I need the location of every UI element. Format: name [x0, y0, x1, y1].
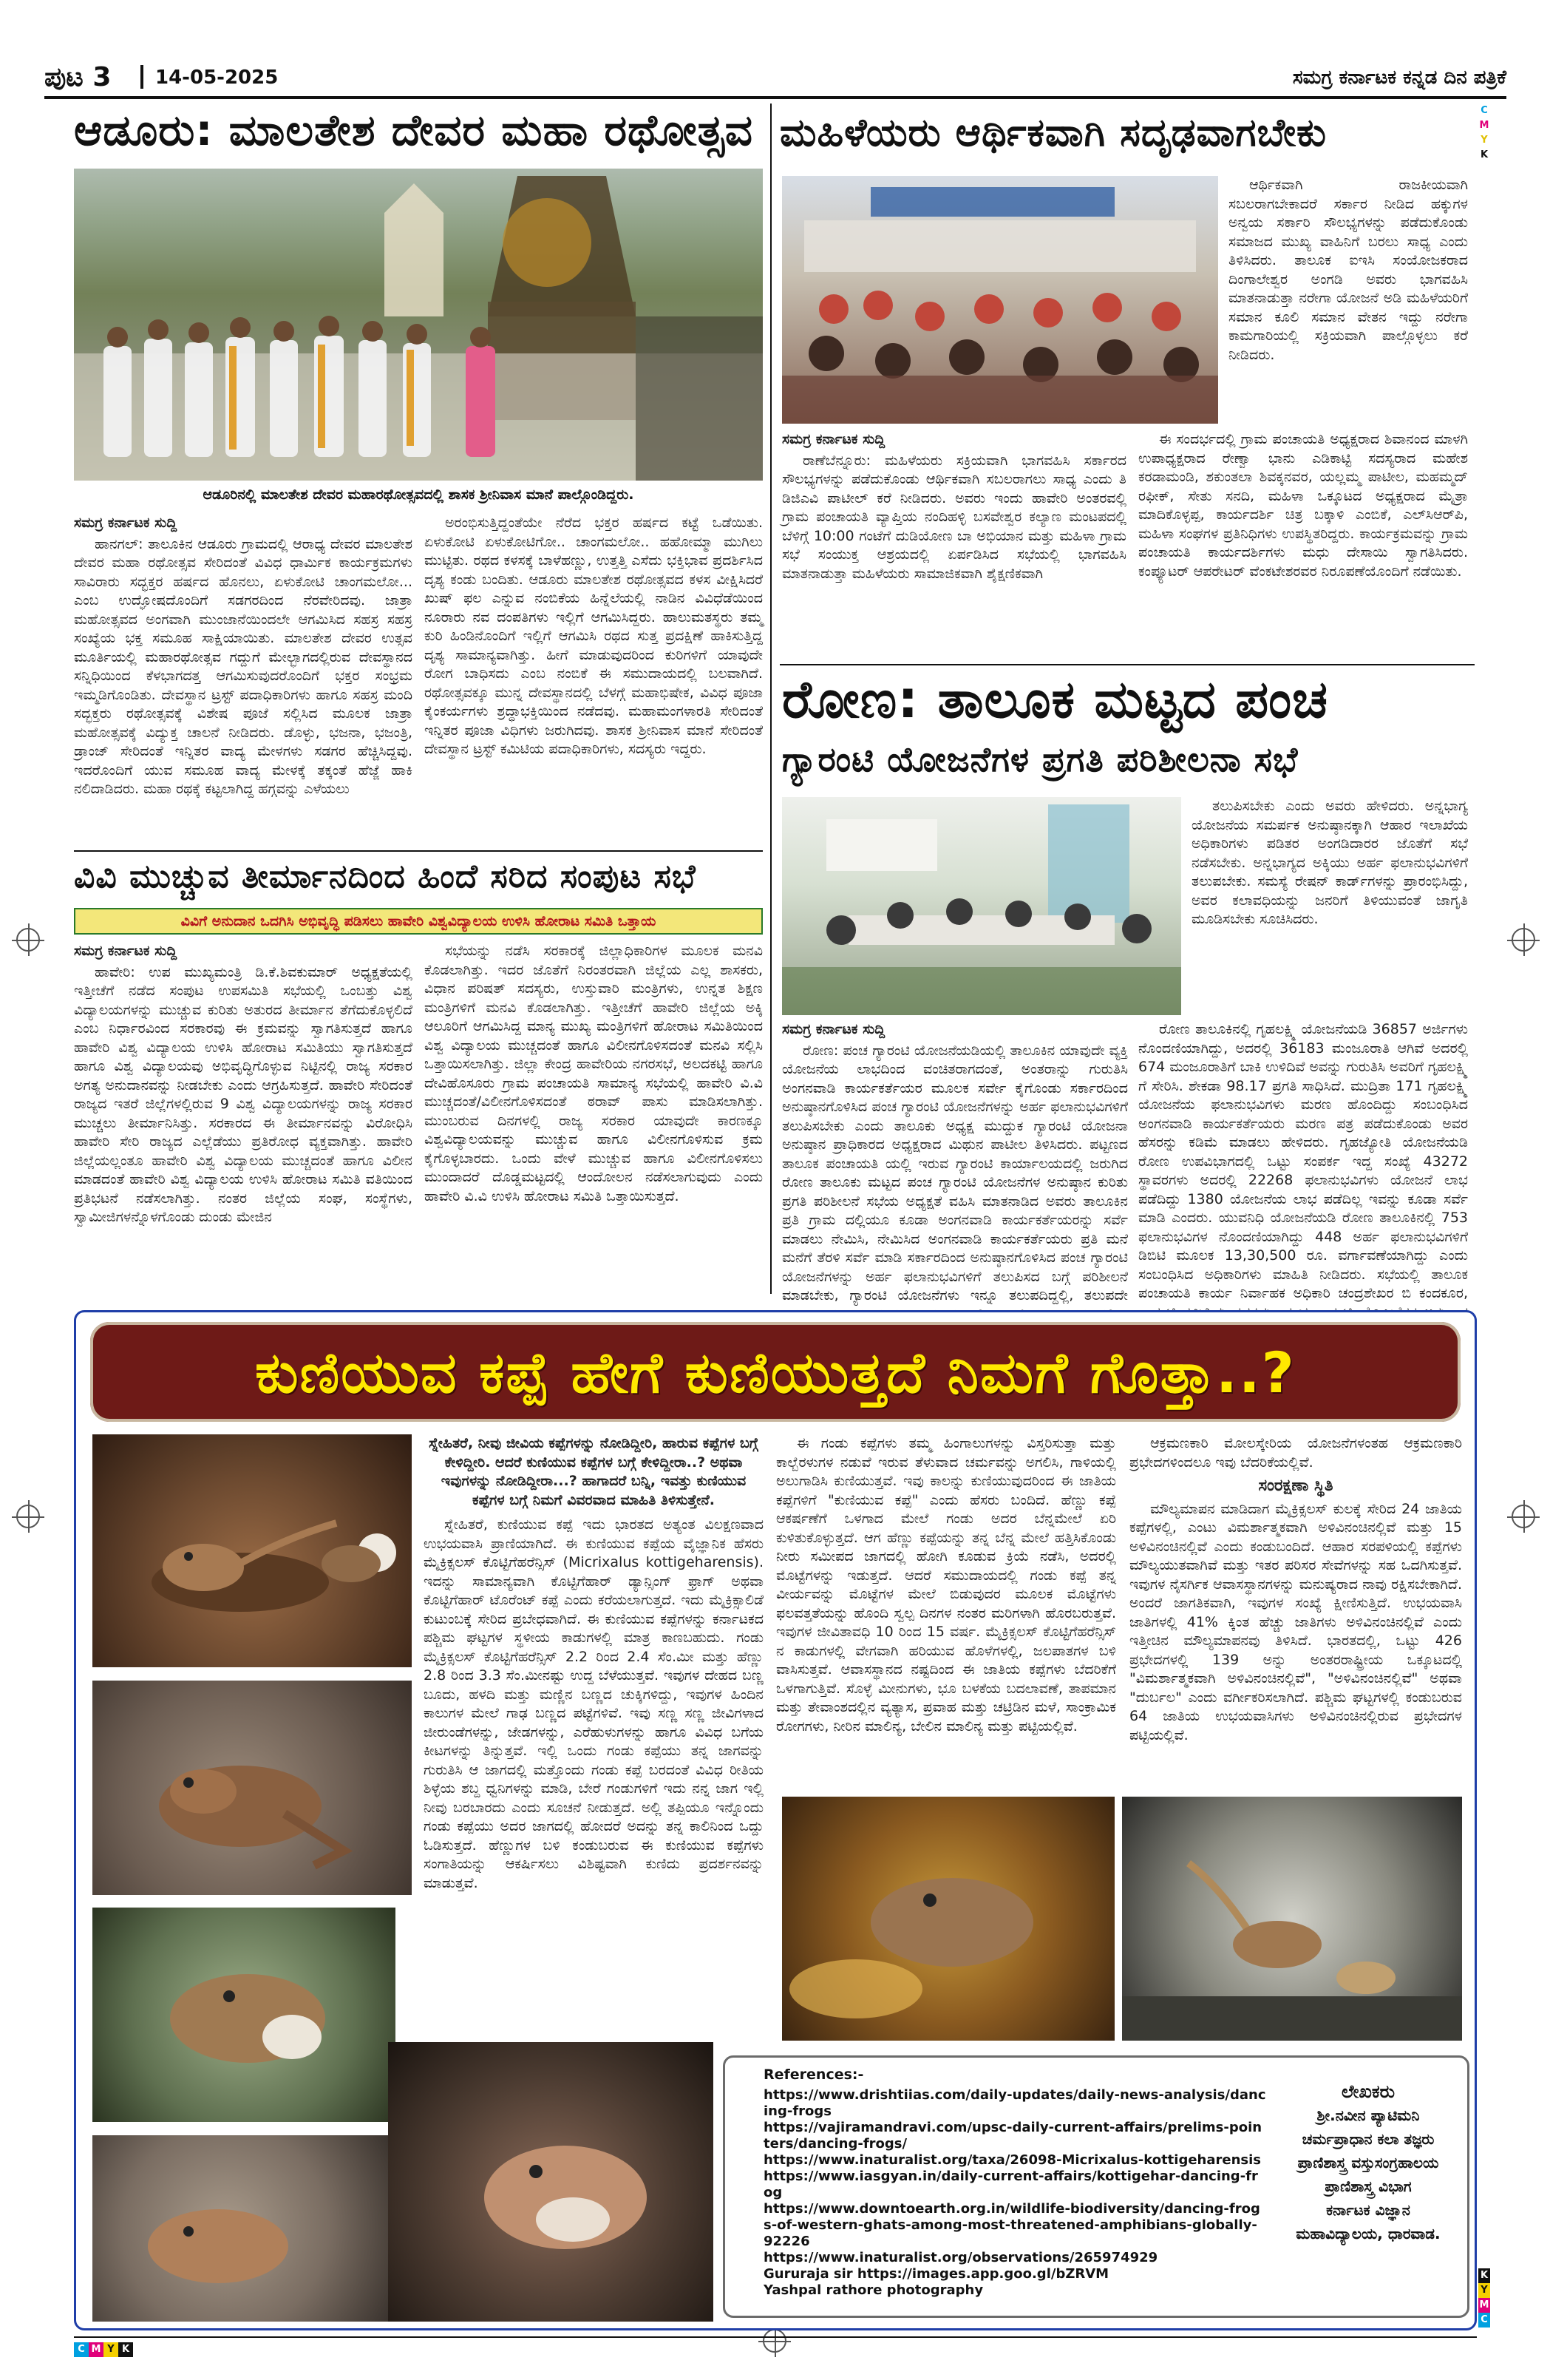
author-line: ಚರ್ಮಪ್ರಾಧಾನ ಕಲಾ ತಜ್ಞರು [1302, 2130, 1435, 2148]
references-heading: References:- [764, 2067, 864, 2083]
story1-column-1 [74, 514, 412, 839]
author-heading: ಲೇಖಕರು [1341, 2081, 1396, 2102]
feature-text-3-top: ಆಕ್ರಮಣಕಾರಿ ಮೋಲಸ್ಕೇರಿಯ ಯೋಜನೆಗಳಂತಹ ಆಕ್ರಮಣಕಾರಿ ಪ್ರಭೇದಗಳಿಂದಲೂ ಇವು ಬೆದರಿಕೆಯಲ್ಲಿವೆ. [1129, 1435, 1462, 1471]
women-meeting-photo [782, 176, 1218, 424]
cmyk-m: M [1479, 120, 1489, 131]
story3-subhead: ಗ್ಯಾರಂಟಿ ಯೋಜನೆಗಳ ಪ್ರಗತಿ ಪರಿಶೀಲನಾ ಸಭೆ [782, 739, 1299, 779]
story4-banner: ವಿವಿಗೆ ಅನುದಾನ ಒದಗಿಸಿ ಅಭಿವೃದ್ಧಿ ಪಡಿಸಲು ಹಾವೇರಿ ವಿಶ್ವವಿದ್ಯಾಲಯ ಉಳಿಸಿ ಹೋರಾಟ ಸಮಿತಿ ಒತ್ತಾಯ [74, 908, 763, 935]
frog-photo-5 [388, 2042, 713, 2322]
feature-column-2 [776, 1434, 1116, 1789]
registration-mark-left-bottom [16, 1505, 40, 1528]
aduru-photo-art [74, 169, 763, 481]
reference-item[interactable]: https://www.downtoearth.org.in/wildlife-biodiversity/dancing-frogs-of-western-ghats-among-most-threatened-amphibians-globally-92226 [764, 2201, 1260, 2249]
cmyk-top-strip [1478, 104, 1490, 163]
story2-column-1 [782, 430, 1126, 660]
story4-byline: ಸಮಗ್ರ ಕರ್ನಾಟಕ ಸುದ್ದಿ [74, 943, 177, 959]
story2-text-2: ಈ ಸಂದರ್ಭದಲ್ಲಿ ಗ್ರಾಮ ಪಂಚಾಯತಿ ಅಧ್ಯಕ್ಷರಾದ ಶಿವಾನಂದ ಮಾಳಗಿ ಉಪಾಧ್ಯಕ್ಷರಾದ ರೇಣ್ವಾ ಭಾನು ಎಡಿಕಾಟ್ಟಿ ಸದಸ್ಯರಾದ ಮಹೇಶ ಕರಡಾಮಂಡಿ, ಶಕುಂತಲಾ ಶಿವಕ್ಕನವರ, ಯಲ್ಲಮ್ಮ ಪಾಟೀಲ, ಮಹಮ್ಮದ್ ರಫೀಕ್, ಸೇತು ಸನದಿ, ಮಹಿಳಾ ಒಕ್ಕೂಟದ ಅಧ್ಯಕ್ಷರಾದ ಮೈತ್ರಾ ಮಾದಿಕೊಳ್ಳಪ್ಪ, ಕಾರ್ಯದರ್ಶಿ ಚಿತ್ರ ಬಕ್ಕಾಳಿ ಎಂಬಿಕೆ, ಎಲ್‌ಸಿಆರ್‌ಪಿ, ಮಹಿಳಾ ಸಂಘಗಳ ಪ್ರತಿನಿಧಿಗಳು ಉಪಸ್ಥಿತರಿದ್ದರು. ಕಾರ್ಯಕ್ರಮವನ್ನು ಗ್ರಾಮ ಪಂಚಾಯತಿ ಕಾರ್ಯದರ್ಶಿಗಳು ಮಧು ದೇಸಾಯಿ ಸ್ವಾಗತಿಸಿದರು. ಕಂಪ್ಯೂಟರ್ ಆಪರೇಟರ್ ವೆಂಕಟೇಶರವರ ನಿರೂಪಣೆಯೊಂದಿಗೆ ನಡೆಯಿತು. [1138, 431, 1468, 580]
paper-name: ಸಮಗ್ರ ಕರ್ನಾಟಕ ಕನ್ನಡ ದಿನ ಪತ್ರಿಕೆ [1292, 67, 1506, 89]
reference-item[interactable]: Gururaja sir https://images.app.goo.gl/bZRVM [764, 2266, 1109, 2282]
feature-column-1 [424, 1434, 764, 2041]
reference-item[interactable]: https://vajiramandravi.com/upsc-daily-current-affairs/prelims-pointers/dancing-frogs/ [764, 2120, 1262, 2152]
references-box [723, 2055, 1469, 2318]
top-column-divider [770, 104, 772, 1294]
author-line: ಪ್ರಾಣಿಶಾಸ್ತ್ರ ವಸ್ತುಸಂಗ್ರಹಾಲಯ [1297, 2154, 1439, 2172]
story2-bottom-rule [780, 664, 1475, 665]
cmyk-y2: Y [1478, 2283, 1490, 2298]
story3-text-2: ರೋಣ ತಾಲೂಕಿನಲ್ಲಿ ಗೃಹಲಕ್ಷ್ಮಿ ಯೋಜನೆಯಡಿ 36857 ಅರ್ಜಿಗಳು ನೊಂದಣಿಯಾಗಿದ್ದು, ಅದರಲ್ಲಿ 36183 ಮಂಜೂರಾತಿ ಆಗಿವೆ ಅದರಲ್ಲಿ 674 ಮಂಜೂರಾತಿಗೆ ಬಾಕಿ ಉಳಿದಿವೆ ಅವನ್ನು ಗುರುತಿಸಿ ಅವರಿಗೆ ಗೃಹಲಕ್ಷ್ಮಿ ಗೆ ಸೇರಿಸಿ. ಶೇಕಡಾ 98.17 ಪ್ರಗತಿ ಸಾಧಿಸಿದೆ. ಮುದ್ರಿತಾ 171 ಗೃಹಲಕ್ಷ್ಮಿ ಯೋಜನೆಯ ಫಲಾನುಭವಿಗಳು ಮರಣ ಹೊಂದಿದ್ದು ಸಂಬಂಧಿಸಿದ ಅಂಗನವಾಡಿ ಕಾರ್ಯಕರ್ತೆಯರು ಮರಣ ಪತ್ರ ಪಡೆದುಕೊಂಡು ಅವರ ಹೆಸರನ್ನು ಕಡಿಮೆ ಮಾಡಲು ಹೇಳಿದರು. ಗೃಹಜ್ಯೋತಿ ಯೋಜನೆಯಡಿ ರೋಣ ಉಪವಿಭಾಗದಲ್ಲಿ ಒಟ್ಟು ಸಂಪರ್ಕ ಇದ್ದ ಸಂಖ್ಯೆ 43272 ಸ್ಥಾವರಗಳು ಅದರಲ್ಲಿ 22268 ಫಲಾನುಭವಿಗಳು ಯೋಜನೆ ಲಾಭ ಪಡೆದಿದ್ದು 1380 ಯೋಜನೆಯ ಲಾಭ ಪಡೆದಿಲ್ಲ ಇವನ್ನು ಕೂಡಾ ಸರ್ವೆ ಮಾಡಿ ಎಂದರು. ಯುವನಿಧಿ ಯೋಜನೆಯಡಿ ರೋಣ ತಾಲೂಕಿನಲ್ಲಿ 753 ಫಲಾನುಭವಿಗಳ ನೊಂದಣಿಯಾಗಿದ್ದು 448 ಅರ್ಹ ಫಲಾನುಭವಿಗಳಿಗೆ ಡಿಬಿಟಿ ಮೂಲಕ 13,30,500 ರೂ. ವರ್ಗಾವಣೆಯಾಗಿದ್ದು ಎಂದು ಸಂಬಂಧಿಸಿದ ಅಧಿಕಾರಿಗಳು ಮಾಹಿತಿ ನೀಡಿದರು. ಸಭೆಯಲ್ಲಿ ತಾಲೂಕ ಪಂಚಾಯತಿ ಕಾರ್ಯ ನಿರ್ವಾಹಕ ಅಧಿಕಾರಿ ಚಂದ್ರಶೇಖರ ಬಿ ಕಂದಕೂರ, [1138, 1021, 1468, 1301]
cmyk-y: Y [1481, 135, 1488, 146]
story3-column-2 [1138, 1020, 1468, 1301]
frog-photo-5-art [388, 2042, 713, 2322]
frog-photo-2-art [92, 1681, 412, 1895]
story4-text-2: ಸಭೆಯನ್ನು ನಡೆಸಿ ಸರಕಾರಕ್ಕೆ ಜಿಲ್ಲಾಧಿಕಾರಿಗಳ ಮೂಲಕ ಮನವಿ ಕೊಡಲಾಗಿತ್ತು. ಇದರ ಜೊತೆಗೆ ನಿರಂತರವಾಗಿ ಜಿಲ್ಲೆಯ ಎಲ್ಲ ಶಾಸಕರು, ವಿಧಾನ ಪರಿಷತ್ ಸದಸ್ಯರು, ಉಸ್ತುವಾರಿ ಮಂತ್ರಿಗಳು, ಉನ್ನತ ಶಿಕ್ಷಣ ಮಂತ್ರಿಗಳಿಗೆ ಮನವಿ ಕೊಡಲಾಗಿತ್ತು. ಇತ್ತೀಚೆಗೆ ಹಾವೇರಿ ಜಿಲ್ಲೆಯ ಅಕ್ಕಿ ಆಲೂರಿಗೆ ಆಗಮಿಸಿದ್ದ ಮಾನ್ಯ ಮುಖ್ಯ ಮಂತ್ರಿಗಳಿಗೆ ಹೋರಾಟ ಸಮಿತಿಯಿಂದ ವಿಶ್ವ ವಿದ್ಯಾಲಯ ಮುಚ್ಚದಂತೆ ಹಾಗೂ ವಿಲೀನಗೊಳಿಸದಂತೆ ಮನವಿ ಸಲ್ಲಿಸಿ ಒತ್ತಾಯಿಸಲಾಗಿತ್ತು. ಜಿಲ್ಲಾ ಕೇಂದ್ರ ಹಾವೇರಿಯ ನಗರಸಭೆ, ಅಲದಕಟ್ಟಿ ಹಾಗೂ ದೇವಿಹೊಸೂರು ಗ್ರಾಮ ಪಂಚಾಯತಿ ಸಾಮಾನ್ಯ ಸಭೆಯಲ್ಲಿ ಹಾವೇರಿ ವಿ.ವಿ ಮುಚ್ಚದಂತೆ/ವಿಲೀನಗೊಳಿಸದಂತೆ ಠರಾವ್ ಪಾಸು ಮಾಡಿಸಲಾಗಿತ್ತು. ಮುಂಬರುವ ದಿನಗಳಲ್ಲಿ ರಾಜ್ಯ ಸರಕಾರ ಯಾವುದೇ ಕಾರಣಕ್ಕೂ ವಿಶ್ವವಿದ್ಯಾಲಯವನ್ನು ಮುಚ್ಚುವ ಹಾಗೂ ವಿಲೀನಗೊಳಿಸುವ ಕ್ರಮ ಕೈಗೊಳ್ಳಬಾರದು. ಒಂದು ವೇಳೆ ಮುಚ್ಚುವ ಹಾಗೂ ವಿಲೀನಗೊಳಿಸಲು ಮುಂದಾದರೆ ದೊಡ್ಡಮಟ್ಟದಲ್ಲಿ ಆಂದೋಲನ ನಡೆಸಲಾಗುವುದು ಎಂದು ಹಾವೇರಿ ವಿ.ವಿ ಉಳಿಸಿ ಹೋರಾಟ ಸಮಿತಿ ಒತ್ತಾಯಿಸುತ್ತದೆ. [424, 943, 763, 1204]
references-list [764, 2087, 1266, 2299]
cmyk-c: C [1481, 105, 1488, 116]
cmyk-k2: K [1478, 2268, 1490, 2283]
story3-headline: ರೋಣ: ತಾಲೂಕ ಮಟ್ಟದ ಪಂಚ [782, 669, 1328, 730]
page-date: 14-05-2025 [155, 67, 279, 89]
author-line: ಶ್ರೀ.ನವೀನ ಪ್ಯಾಟಿಮನಿ [1316, 2106, 1420, 2124]
story2-right-text: ಆರ್ಥಿಕವಾಗಿ ರಾಜಕೀಯವಾಗಿ ಸಬಲರಾಗಬೇಕಾದರೆ ಸರ್ಕಾರ ನೀಡಿದ ಹಕ್ಕುಗಳ ಅನ್ವಯ ಸರ್ಕಾರಿ ಸೌಲಭ್ಯಗಳನ್ನು ಪಡೆದುಕೊಂಡು ಸಮಾಜದ ಮುಖ್ಯ ವಾಹಿನಿಗೆ ಬರಲು ಸಾಧ್ಯ ಎಂದು ತಿಳಿಸಿದರು. ತಾಲೂಕ ಐಇಸಿ ಸಂಯೋಜಕರಾದ ದಿಂಗಾಲೇಶ್ವರ ಅಂಗಡಿ ಅವರು ಭಾಗವಹಿಸಿ ಮಾತನಾಡುತ್ತಾ ನರೇಗಾ ಯೋಜನೆ ಅಡಿ ಮಹಿಳೆಯರಿಗೆ ಸಮಾನ ಕೂಲಿ ಸಮಾನ ವೇತನ ಇದ್ದು ನರೇಗಾ ಕಾಮಗಾರಿಯಲ್ಲಿ ಸಕ್ರಿಯವಾಗಿ ಪಾಲ್ಗೊಳ್ಳಲು ಕರೆ ನೀಡಿದರು. [1228, 177, 1468, 363]
story1-text-1: ಹಾನಗಲ್: ತಾಲೂಕಿನ ಆಡೂರು ಗ್ರಾಮದಲ್ಲಿ ಆರಾಧ್ಯ ದೇವರ ಮಾಲತೇಶ ದೇವರ ಮಹಾ ರಥೋತ್ಸವ ಸೇರಿದಂತೆ ವಿವಿಧ ಧಾರ್ಮಿಕ ಕಾರ್ಯಕ್ರಮಗಳು ಸಾವಿರಾರು ಸದ್ಭಕ್ತರ ಹರ್ಷದ ಹೊನಲು, ಏಳುಕೋಟಿ ಚಾಂಗಮಲೋ... ಎಂಬ ಉದ್ಘೋಷದೊಂದಿಗೆ ಸಡಗರದಿಂದ ನೆರವೇರಿದವು. ಜಾತ್ರಾ ಮಹೋತ್ಸವದ ಅಂಗವಾಗಿ ಮುಂಜಾನೆಯಿಂದಲೇ ಆಗಮಿಸಿದ ಸಹಸ್ರ ಸಹಸ್ರ ಸಂಖ್ಯೆಯ ಭಕ್ತ ಸಮೂಹ ಸಾಕ್ಷಿಯಾಯಿತು. ಮಾಲತೇಶ ದೇವರ ಉತ್ಸವ ಮೂರ್ತಿಯಲ್ಲಿ ಮಹಾರಥೋತ್ಸವ ಗದ್ದುಗೆ ಮೇಲ್ಭಾಗದಲ್ಲಿರುವ ದೇವಸ್ಥಾನದ ಸನ್ನಿಧಿಯಿಂದ ಕೆಳಭಾಗದತ್ತ ಆಗಮಿಸುವುದರೊಂದಿಗೆ ಭಕ್ತರ ಸಂಭ್ರಮ ಇಮ್ಮಡಿಗೊಂಡಿತು. ದೇವಸ್ಥಾನ ಟ್ರಸ್ಟ್ ಪದಾಧಿಕಾರಿಗಳು ಹಾಗೂ ಸಹಸ್ರ ಮಂದಿ ಸದ್ಭಕ್ತರು ರಥೋತ್ಸವಕ್ಕೆ ವಿಶೇಷ ಪೂಜೆ ಸಲ್ಲಿಸಿದ ಮೂಲಕ ಜಾತ್ರಾ ಮಹೋತ್ಸವಕ್ಕೆ ವಿದ್ಯುಕ್ತ ಚಾಲನೆ ನೀಡಿದರು. ಡೊಳ್ಳು, ಭಜನಾ, ಭಜಂತ್ರಿ, ಡ್ರಾಂಜ್ ಸೇರಿದಂತೆ ಇನ್ನಿತರ ವಾದ್ಯ ಮೇಳಗಳು ಸಡಗರ ಹೆಚ್ಚಿಸಿದ್ದವು. ಇದರೊಂದಿಗೆ ಯುವ ಸಮೂಹ ವಾದ್ಯ ಮೇಳಕ್ಕೆ ತಕ್ಕಂತೆ ಹೆಜ್ಜೆ ಹಾಕಿ ನಲಿದಾಡಿದರು. ಮಹಾ ರಥಕ್ಕೆ ಕಟ್ಟಲಾಗಿದ್ದ ಹಗ್ಗವನ್ನು ಎಳೆಯಲು [74, 535, 412, 797]
cmyk-c2: C [1478, 2313, 1490, 2328]
story2-text-1: ರಾಣೆಬೆನ್ನೂರು: ಮಹಿಳೆಯರು ಸಕ್ರಿಯವಾಗಿ ಭಾಗವಹಿಸಿ ಸರ್ಕಾರದ ಸೌಲಭ್ಯಗಳನ್ನು ಪಡೆದುಕೊಂಡು ಆರ್ಥಿಕವಾಗಿ ಸಬಲರಾಗಲು ಸಾಧ್ಯ ಎಂದು ತಿ ಡಿಜಿಎವಿ ಪಾಟೀಲ್ ಕರೆ ನೀಡಿದರು. ಅವರು ಇಂದು ಹಾವೇರಿ ಅಂತರವಲ್ಲಿ ಗ್ರಾಮ ಪಂಚಾಯತಿ ವ್ಯಾಪ್ತಿಯ ನಂದಿಹಳ್ಳಿ ಬಸವೇಶ್ವರ ಕಲ್ಯಾಣ ಮಂಟಪದಲ್ಲಿ ಬೆಳಿಗ್ಗೆ 10:00 ಗಂಟೆಗೆ ದುಡಿಯೋಣ ಬಾ ಅಭಿಯಾನ ಮತ್ತು ಮಹಿಳಾ ಗ್ರಾಮ ಸಭೆ ಸಂಯುಕ್ತ ಆಶ್ರಯದಲ್ಲಿ ಏರ್ಪಡಿಸಿದ ಸಭೆಯಲ್ಲಿ ಭಾಗವಹಿಸಿ ಮಾತನಾಡುತ್ತಾ ಮಹಿಳೆಯರು ಸಾಮಾಜಿಕವಾಗಿ ಶೈಕ್ಷಣಿಕವಾಗಿ [782, 452, 1126, 582]
story3-column-1 [782, 1020, 1128, 1303]
feature-text-2: ಈ ಗಂಡು ಕಪ್ಪೆಗಳು ತಮ್ಮ ಹಿಂಗಾಲುಗಳನ್ನು ವಿಸ್ತರಿಸುತ್ತಾ ಮತ್ತು ಕಾಲ್ಬೆರಳುಗಳ ನಡುವೆ ಇರುವ ತೆಳುವಾದ ಚರ್ಮವನ್ನು ಅಗಲಿಸಿ, ಗಾಳಿಯಲ್ಲಿ ಅಲುಗಾಡಿಸಿ ಕುಣಿಯುತ್ತವೆ. ಇವು ಕಾಲನ್ನು ಕುಣಿಯುವುದರಿಂದ ಈ ಜಾತಿಯ ಕಪ್ಪೆಗಳಿಗೆ "ಕುಣಿಯುವ ಕಪ್ಪೆ" ಎಂದು ಹೆಸರು ಬಂದಿದೆ. ಹೆಣ್ಣು ಕಪ್ಪೆ ಆಕರ್ಷಣೆಗೆ ಒಳಗಾದ ಮೇಲೆ ಗಂಡು ಅದರ ಬೆನ್ನಮೇಲೆ ಏರಿ ಕುಳಿತುಕೊಳ್ಳುತ್ತದೆ. ಆಗ ಹೆಣ್ಣು ಕಪ್ಪೆಯನ್ನು ತನ್ನ ಬೆನ್ನ ಮೇಲೆ ಹತ್ತಿಸಿಕೊಂಡು ನೀರು ಸಮೀಪದ ಜಾಗದಲ್ಲಿ ಹೋಗಿ ಕೂಡುವ ಕ್ರಿಯೆ ನಡೆಸಿ, ಅದರಲ್ಲಿ ಮೊಟ್ಟೆಗಳನ್ನು ಇಡುತ್ತದೆ. ಆದರೆ ಸಮುದಾಯದಲ್ಲಿ ಗಂಡು ಕಪ್ಪೆ ತನ್ನ ವೀರ್ಯವನ್ನು ಮೊಟ್ಟೆಗಳ ಮೇಲೆ ಬಿಡುವುದರ ಮೂಲಕ ಮೊಟ್ಟೆಗಳು ಫಲವತ್ತತೆಯನ್ನು ಹೊಂದಿ ಸ್ವಲ್ಪ ದಿನಗಳ ನಂತರ ಮರಿಗಳಾಗಿ ಹೊರಬರುತ್ತವೆ. ಇವುಗಳ ಜೀವಿತಾವಧಿ 10 ರಿಂದ 15 ವರ್ಷ. ಮೈಕ್ರಿಕ್ಸಲಸ್ ಕೊಟ್ಟಿಗೆಹರೆನ್ಸಿಸ್ ನ ಕಾಡುಗಳಲ್ಲಿ ವೇಗವಾಗಿ ಹರಿಯುವ ಹೊಳೆಗಳಲ್ಲಿ, ಜಲಪಾತಗಳ ಬಳಿ ವಾಸಿಸುತ್ತವೆ. ಆವಾಸಸ್ಥಾನದ ನಷ್ಟದಿಂದ ಈ ಜಾತಿಯ ಕಪ್ಪೆಗಳು ಬೆದರಿಕೆಗೆ ಒಳಗಾಗುತ್ತಿವೆ. ಸೊಳ್ಳೆ ಮೀನುಗಳು, ಭೂ ಬಳಕೆಯ ಬದಲಾವಣೆ, ತಾಪಮಾನ ಮತ್ತು ತೇವಾಂಶದಲ್ಲಿನ ವ್ಯತ್ಯಾಸ, ಪ್ರವಾಹ ಮತ್ತು ಚಟ್ರಿಡಿನ ಮಳೆ, ಸಾಂಕ್ರಾಮಿಕ ರೋಗಗಳು, ನೀರಿನ ಮಾಲಿನ್ಯ, ಬೇಲಿನ ಮಾಲಿನ್ಯ ಮತ್ತು ಪಟ್ಟಿಯಲ್ಲಿವೆ. [776, 1435, 1116, 1735]
women-meeting-photo-art [782, 176, 1218, 424]
reference-item: Yashpal rathore photography [764, 2282, 984, 2298]
page-label: ಪುಟ 3 [44, 62, 112, 92]
author-line: ಮಹಾವಿದ್ಯಾಲಯ, ಧಾರವಾಡ. [1296, 2225, 1441, 2242]
feature-column-3 [1129, 1434, 1462, 1789]
cmyk-bottom-strip [74, 2342, 133, 2357]
story4-column-1 [74, 942, 412, 1289]
reference-item[interactable]: https://www.iasgyan.in/daily-current-affairs/kottigehar-dancing-frog [764, 2169, 1258, 2200]
story3-byline: ಸಮಗ್ರ ಕರ್ನಾಟಕ ಸುದ್ದಿ [782, 1021, 886, 1037]
feature-text-3: ಮೌಲ್ಯಮಾಪನ ಮಾಡಿದಾಗ ಮೈಕ್ರಿಕ್ಸಲಸ್ ಕುಲಕ್ಕೆ ಸೇರಿದ 24 ಜಾತಿಯ ಕಪ್ಪೆಗಳಲ್ಲಿ, ಎಂಟು ವಿಮರ್ಶಾತ್ಮಕವಾಗಿ ಅಳಿವಿನಂಚಿನಲ್ಲಿವೆ ಮತ್ತು 15 ಅಳಿವಿನಂಚಿನಲ್ಲಿವೆ ಎಂದು ಕಂಡುಬಂದಿದೆ. ಆಹಾರ ಸರಪಳಿಯಲ್ಲಿ ಕಪ್ಪೆಗಳು ಮೌಲ್ಯಯುತವಾಗಿವೆ ಮತ್ತು ಇತರ ಪರಿಸರ ಸೇವೆಗಳನ್ನು ಸಹ ಒದಗಿಸುತ್ತವೆ. ಇವುಗಳ ನೈಸರ್ಗಿಕ ಆವಾಸಸ್ಥಾನಗಳನ್ನು ಮನುಷ್ಯರಾದ ನಾವು ರಕ್ಷಿಸಬೇಕಾಗಿದೆ. ಅಂದರೆ ಜಾಗತಿಕವಾಗಿ, ಇವುಗಳ ಸಂಖ್ಯೆ ಕ್ಷೀಣಿಸುತ್ತಿದೆ. ಉಭಯವಾಸಿ ಜಾತಿಗಳಲ್ಲಿ 41% ಕ್ಕಿಂತ ಹೆಚ್ಚು ಜಾತಿಗಳು ಅಳಿವಿನಂಚಿನಲ್ಲಿವೆ ಎಂದು ಇತ್ತೀಚಿನ ಮೌಲ್ಯಮಾಪನವು ತಿಳಿಸಿದೆ. ಭಾರತದಲ್ಲಿ, ಒಟ್ಟು 426 ಪ್ರಭೇದಗಳಲ್ಲಿ 139 ಅನ್ನು ಅಂತರರಾಷ್ಟ್ರೀಯ ಒಕ್ಕೂಟದಲ್ಲಿ "ವಿಮರ್ಶಾತ್ಮಕವಾಗಿ ಅಳಿವಿನಂಚಿನಲ್ಲಿವೆ", "ಅಳಿವಿನಂಚಿನಲ್ಲಿವೆ" ಅಥವಾ "ದುರ್ಬಲ" ಎಂದು ವರ್ಗೀಕರಿಸಲಾಗಿದೆ. ಪಶ್ಚಿಮ ಘಟ್ಟಗಳಲ್ಲಿ ಕಂಡುಬರುವ 64 ಜಾತಿಯ ಉಭಯವಾಸಿಗಳು ಅಳಿವಿನಂಚಿನಲ್ಲಿರುವ ಪ್ರಭೇದಗಳ ಪಟ್ಟಿಯಲ್ಲಿವೆ. [1129, 1500, 1462, 1743]
story2-headline: ಮಹಿಳೆಯರು ಆರ್ಥಿಕವಾಗಿ ಸದೃಢವಾಗಬೇಕು [780, 111, 1327, 155]
aduru-photo-caption: ಆಡೂರಿನಲ್ಲಿ ಮಾಲತೇಶ ದೇವರ ಮಹಾರಥೋತ್ಸವದಲ್ಲಿ ಶಾಸಕ ಶ್ರೀನಿವಾಸ ಮಾನೆ ಪಾಲ್ಗೊಂಡಿದ್ದರು. [203, 486, 634, 503]
cmyk-side-strip [1478, 2268, 1490, 2328]
masthead-rule [44, 96, 1506, 99]
reference-item[interactable]: https://www.inaturalist.org/observations/265974929 [764, 2250, 1158, 2265]
masthead-divider [140, 65, 143, 89]
page-bottom-rule [74, 2336, 1477, 2338]
author-line: ಪ್ರಾಣಿಶಾಸ್ತ್ರ ವಿಭಾಗ [1325, 2177, 1412, 2195]
registration-mark-bottom-center [763, 2329, 786, 2353]
story2-byline: ಸಮಗ್ರ ಕರ್ನಾಟಕ ಸುದ್ದಿ [782, 431, 886, 447]
story1-column-2 [424, 514, 763, 839]
story1-headline: ಆಡೂರು: ಮಾಲತೇಶ ದೇವರ ಮಹಾ ರಥೋತ್ಸವ [74, 105, 754, 155]
story3-right-top [1192, 797, 1468, 1019]
registration-mark-right-top [1512, 928, 1535, 952]
story4-headline: ವಿವಿ ಮುಚ್ಚುವ ತೀರ್ಮಾನದಿಂದ ಹಿಂದೆ ಸರಿದ ಸಂಪುಟ ಸಭೆ [74, 858, 696, 895]
conservation-status-heading: ಸಂರಕ್ಷಣಾ ಸ್ಥಿತಿ [1258, 1477, 1333, 1495]
frog-photo-4 [92, 2135, 388, 2322]
story1-bottom-rule [74, 850, 763, 852]
author-line: ಕರ್ನಾಟಕ ವಿಜ್ಞಾನ [1326, 2201, 1410, 2219]
frog-photo-1-art [92, 1434, 412, 1667]
feature-title: ಕುಣಿಯುವ ಕಪ್ಪೆ ಹೇಗೆ ಕುಣಿಯುತ್ತದೆ ನಿಮಗೆ ಗೊತ್ತಾ..? [255, 1340, 1296, 1406]
cmyk-y3: Y [103, 2342, 118, 2357]
story4-column-2 [424, 942, 763, 1289]
aduru-festival-photo [74, 169, 763, 481]
feature-intro: ಸ್ನೇಹಿತರೆ, ನೀವು ಜೀವಿಯ ಕಪ್ಪೆಗಳನ್ನು ನೋಡಿದ್ದೀರಿ, ಹಾರುವ ಕಪ್ಪೆಗಳ ಬಗ್ಗೆ ಕೇಳಿದ್ದೀರಿ. ಆದರೆ ಕುಣಿಯುವ ಕಪ್ಪೆಗಳ ಬಗ್ಗೆ ಕೇಳಿದ್ದೀರಾ..? ಅಥವಾ ಇವುಗಳನ್ನು ನೋಡಿದ್ದೀರಾ...? ಹಾಗಾದರೆ ಬನ್ನಿ, ಇವತ್ತು ಕುಣಿಯುವ ಕಪ್ಪೆಗಳ ಬಗ್ಗೆ ನಿಮಗೆ ವಿವರವಾದ ಮಾಹಿತಿ ತಿಳಿಸುತ್ತೇನೆ. [429, 1435, 758, 1508]
story1-byline: ಸಮಗ್ರ ಕರ್ನಾಟಕ ಸುದ್ದಿ [74, 515, 177, 531]
reference-item[interactable]: https://www.inaturalist.org/taxa/26098-Micrixalus-kottigeharensis [764, 2152, 1261, 2168]
feature-title-banner [90, 1322, 1461, 1422]
frog-photo-6-art [782, 1797, 1115, 2041]
author-block [1279, 2080, 1457, 2245]
frog-photo-2 [92, 1681, 412, 1895]
masthead [44, 59, 1506, 96]
frog-photo-4-art [92, 2135, 388, 2322]
registration-mark-right-bottom [1512, 1505, 1535, 1528]
rona-meeting-photo [782, 797, 1181, 1015]
feature-text-1: ಸ್ನೇಹಿತರೆ, ಕುಣಿಯುವ ಕಪ್ಪೆ ಇದು ಭಾರತದ ಅತ್ಯಂತ ವಿಲಕ್ಷಣವಾದ ಉಭಯವಾಸಿ ಪ್ರಾಣಿಯಾಗಿದೆ. ಈ ಕುಣಿಯುವ ಕಪ್ಪೆಯ ವೈಜ್ಞಾನಿಕ ಹೆಸರು ಮೈಕ್ರಿಕ್ಸಲಸ್ ಕೊಟ್ಟಿಗೆಹರೆನ್ಸಿಸ್ (Micrixalus kottigeharensis). ಇದನ್ನು ಸಾಮಾನ್ಯವಾಗಿ ಕೊಟ್ಟಿಗೆಹಾರ್ ಡ್ಯಾನ್ಸಿಂಗ್ ಫ್ರಾಗ್ ಅಥವಾ ಕೊಟ್ಟಿಗೆಹಾರ್ ಟೊರೆಂಟ್ ಕಪ್ಪೆ ಎಂದು ಕರೆಯಲಾಗುತ್ತದೆ. ಇದು ಮೈಕ್ರಿಕ್ಸಾಲಿಡೆ ಕುಟುಂಬಕ್ಕೆ ಸೇರಿದ ಪ್ರಬೇಧವಾಗಿದೆ. ಈ ಕುಣಿಯುವ ಕಪ್ಪೆಗಳನ್ನು ಕರ್ನಾಟಕದ ಪಶ್ಚಿಮ ಘಟ್ಟಗಳ ಸ್ಥಳೀಯ ಕಾಡುಗಳಲ್ಲಿ ಮಾತ್ರ ಕಾಣಬಹುದು. ಗಂಡು ಮೈಕ್ರಿಕ್ಸಲಸ್ ಕೊಟ್ಟಿಗೆಹರೆನ್ಸಿಸ್ 2.2 ರಿಂದ 2.4 ಸೆಂ.ಮೀ ಮತ್ತು ಹೆಣ್ಣು 2.8 ರಿಂದ 3.3 ಸೆಂ.ಮೀನಷ್ಟು ಉದ್ದ ಬೆಳೆಯುತ್ತವೆ. ಇವುಗಳ ದೇಹದ ಬಣ್ಣ ಬೂದು, ಹಳದಿ ಮತ್ತು ಮಣ್ಣಿನ ಬಣ್ಣದ ಚುಕ್ಕಿಗಳಿದ್ದು, ಇವುಗಳ ಹಿಂದಿನ ಕಾಲುಗಳ ಮೇಲೆ ಗಾಢ ಬಣ್ಣದ ಪಟ್ಟೆಗಳಿವೆ. ಇವು ಸಣ್ಣ ಸಣ್ಣ ಜೀವಿಗಳಾದ ಜೀರುಂಡೆಗಳನ್ನು, ಜೇಡಗಳನ್ನು, ಎರೆಹುಳುಗಳನ್ನು ಹಾಗೂ ವಿವಿಧ ಬಗೆಯ ಕೀಟಗಳನ್ನು ತಿನ್ನುತ್ತವೆ. ಇಲ್ಲಿ ಒಂದು ಗಂಡು ಕಪ್ಪೆಯು ತನ್ನ ಜಾಗವನ್ನು ಗುರುತಿಸಿ ಆ ಜಾಗದಲ್ಲಿ ಮತ್ತೊಂದು ಗಂಡು ಕಪ್ಪೆ ಬರದಂತೆ ವಿವಿಧ ರೀತಿಯ ಶಿಳ್ಳೆಯ ಶಬ್ದ ಧ್ವನಿಗಳನ್ನು ಮಾಡಿ, ಬೇರೆ ಗಂಡುಗಳಿಗೆ ಇದು ನನ್ನ ಜಾಗ ಇಲ್ಲಿ ನೀವು ಬರಬಾರದು ಎಂದು ಸೂಚನೆ ನೀಡುತ್ತದೆ. ಅಲ್ಲಿ ತಪ್ಪಿಯೂ ಇನ್ನೊಂದು ಗಂಡು ಕಪ್ಪೆಯು ಅದರ ಜಾಗದಲ್ಲಿ ಹೋದರೆ ಅದನ್ನು ತನ್ನ ಕಾಲಿನಿಂದ ಒದ್ದು ಓಡಿಸುತ್ತದೆ. ಹೆಣ್ಣುಗಳ ಬಳಿ ಕಂಡುಬರುವ ಈ ಕುಣಿಯುವ ಕಪ್ಪೆಗಳು ಸಂಗಾತಿಯನ್ನು ಆಕರ್ಷಿಸಲು ವಿಶಿಷ್ಟವಾಗಿ ಕುಣಿದು ಪ್ರದರ್ಶನವನ್ನು ಮಾಡುತ್ತವೆ. [424, 1516, 764, 1891]
story2-column-2 [1138, 430, 1468, 660]
cmyk-m3: M [89, 2342, 103, 2357]
registration-mark-left-top [16, 928, 40, 952]
frog-photo-1 [92, 1434, 412, 1667]
story4-text-1: ಹಾವೇರಿ: ಉಪ ಮುಖ್ಯಮಂತ್ರಿ ಡಿ.ಕೆ.ಶಿವಕುಮಾರ್ ಅಧ್ಯಕ್ಷತೆಯಲ್ಲಿ ಇತ್ತೀಚೆಗೆ ನಡೆದ ಸಂಪುಟ ಉಪಸಮಿತಿ ಸಭೆಯಲ್ಲಿ ಒಂಬತ್ತು ವಿಶ್ವ ವಿದ್ಯಾಲಯಗಳನ್ನು ಮುಚ್ಚುವ ಕುರಿತು ಅತುರದ ತೀರ್ಮಾನ ತೆಗೆದುಕೊಳ್ಳಲಿದೆ ಎಂಬ ನಿರ್ಧಾರವಿಂದ ಸರಕಾರವು ಈ ಕ್ರಮವನ್ನು ಸ್ವಾಗತಿಸುತ್ತದೆ ಹಾಗೂ ಹಾವೇರಿ ವಿಶ್ವ ವಿದ್ಯಾಲಯ ಉಳಿಸಿ ಹೋರಾಟ ಸಮಿತಿಯು ಸ್ವಾಗತಿಸುತ್ತದೆ ಹಾಗೂ ವಿಶ್ವ ವಿದ್ಯಾಲಯವು ಅಭಿವೃದ್ಧಿಗೊಳ್ಳುವ ನಿಟ್ಟಿನಲ್ಲಿ ರಾಜ್ಯ ಸರಕಾರ ಅಗತ್ಯ ಅನುದಾನವನ್ನು ನೀಡಬೇಕು ಎಂದು ಆಗ್ರಹಿಸುತ್ತದೆ. ಹಾವೇರಿ ಸೇರಿದಂತೆ ರಾಜ್ಯದ ಇತರೆ ಜಿಲ್ಲೆಗಳಲ್ಲಿರುವ 9 ವಿಶ್ವ ವಿದ್ಯಾಲಯಗಳನ್ನು ರಾಜ್ಯ ಸರಕಾರ ಮುಚ್ಚಲು ತೀರ್ಮಾನಿಸಿತ್ತು. ಸರಕಾರದ ಈ ತೀರ್ಮಾನವನ್ನು ವಿರೋಧಿಸಿ ಹಾವೇರಿ ಸೇರಿ ರಾಜ್ಯದ ಎಲ್ಲೆಡೆಯು ಪ್ರತಿರೋಧ ವ್ಯಕ್ತವಾಗಿತ್ತು. ಹಾವೇರಿ ಜಿಲ್ಲೆಯಲ್ಲಂತೂ ಹಾವೇರಿ ವಿಶ್ವ ವಿದ್ಯಾಲಯ ಮುಚ್ಚದಂತೆ ಹಾಗೂ ವಿಲೀನ ಮಾಡದಂತೆ ಹಾವೇರಿ ವಿಶ್ವ ವಿದ್ಯಾಲಯ ಉಳಿಸಿ ಹೋರಾಟ ಸಮಿತಿ ವತಿಯಿಂದ ಪ್ರತಿಭಟನೆ ನಡೆಸಲಾಗಿತ್ತು. ನಂತರ ಜಿಲ್ಲೆಯ ಸಂಘ, ಸಂಸ್ಥೆಗಳು, ಸ್ವಾಮೀಜಿಗಳನ್ನೊಳಗೊಂಡು ದುಂಡು ಮೇಜಿನ [74, 963, 412, 1225]
story2-right-column [1228, 176, 1468, 427]
frog-photo-6 [782, 1797, 1115, 2041]
frog-photo-7 [1122, 1797, 1462, 2041]
cmyk-k3: K [118, 2342, 133, 2357]
frog-photo-7-art [1122, 1797, 1462, 2041]
frog-photo-3-art [92, 1908, 395, 2122]
story1-text-2: ಅರಂಭಿಸುತ್ತಿದ್ದಂತೆಯೇ ನೆರೆದ ಭಕ್ತರ ಹರ್ಷದ ಕಟ್ಟೆ ಒಡೆಯಿತು. ಏಳುಕೋಟಿ ಏಳುಕೋಟಿಗೋ.. ಚಾಂಗಮಲೋ.. ಹಹೋಮ್ಮಾ ಮುಗಿಲು ಮುಟ್ಟಿತು. ರಥದ ಕಳಸಕ್ಕೆ ಬಾಳೆಹಣ್ಣು, ಉತ್ತತ್ತಿ ಎಸೆದು ಭಕ್ತಿಭಾವ ಪ್ರದರ್ಶಿಸಿದ ದೃಶ್ಯ ಕಂಡು ಬಂದಿತು. ಆಡೂರು ಮಾಲತೇಶ ರಥೋತ್ಸವದ ಕಳಸ ವೀಕ್ಷಿಸಿದರೆ ಖುಷ್ ಫಲ ಎನ್ನುವ ನಂಬಿಕೆಯ ಹಿನ್ನೆಲೆಯಲ್ಲಿ ನಾಡಿನ ವಿವಿಧೆಡೆಯಿಂದ ನೂರಾರು ನವ ದಂಪತಿಗಳು ಇಲ್ಲಿಗೆ ಆಗಮಿಸಿದ್ದರು. ಹಾಲುಮತಸ್ಥರು ತಮ್ಮ ಕುರಿ ಹಿಂಡಿನೊಂದಿಗೆ ಇಲ್ಲಿಗೆ ಆಗಮಿಸಿ ರಥದ ಸುತ್ತ ಪ್ರದಕ್ಷಿಣೆ ಹಾಕಿಸುತ್ತಿದ್ದ ದೃಶ್ಯ ಸಾಮಾನ್ಯವಾಗಿತ್ತು. ಹೀಗೆ ಮಾಡುವುದರಿಂದ ಕುರಿಗಳಿಗೆ ಯಾವುದೇ ರೋಗ ಬಾಧಿಸದು ಎಂಬ ನಂಬಿಕೆ ಈ ಸಮುದಾಯದಲ್ಲಿ ಬಲವಾಗಿದೆ. ರಥೋತ್ಸವಕ್ಕೂ ಮುನ್ನ ದೇವಸ್ಥಾನದಲ್ಲಿ ಬೆಳಗ್ಗೆ ಮಹಾಭಿಷೇಕ, ವಿವಿಧ ಪೂಜಾ ಕೈಂಕರ್ಯಗಳು ಶ್ರದ್ಧಾಭಕ್ತಿಯಿಂದ ನಡೆದವು. ಮಹಾಮಂಗಳಾರತಿ ಸೇರಿದಂತೆ ಇನ್ನಿತರ ಪೂಜಾ ವಿಧಿಗಳು ಜರುಗಿದವು. ಶಾಸಕ ಶ್ರೀನಿವಾಸ ಮಾನೆ ಸೇರಿದಂತೆ ದೇವಸ್ಥಾನ ಟ್ರಸ್ಟ್ ಕಮಿಟಿಯ ಪದಾಧಿಕಾರಿಗಳು, ಸದಸ್ಯರು ಇದ್ದರು. [424, 515, 763, 757]
rona-meeting-photo-art [782, 797, 1181, 1015]
story3-right-top-text: ತಲುಪಿಸಬೇಕು ಎಂದು ಅವರು ಹೇಳಿದರು. ಅನ್ನಭಾಗ್ಯ ಯೋಜನೆಯ ಸಮರ್ಪಕ ಅನುಷ್ಠಾನಕ್ಕಾಗಿ ಆಹಾರ ಇಲಾಖೆಯ ಅಧಿಕಾರಿಗಳು ಪಡಿತರ ಅಂಗಡಿದಾರರ ಜೊತೆಗೆ ಸಭೆ ನಡೆಸಬೇಕು. ಅನ್ನಭಾಗ್ಯದ ಅಕ್ಕಿಯು ಅರ್ಹ ಫಲಾನುಭವಿಗಳಿಗೆ ತಲುಪಬೇಕು. ಸಮಸ್ಯೆ ರೇಷನ್ ಕಾರ್ಡ್‌ಗಳನ್ನು ಪ್ರಾರಂಭಿಸಿದ್ದು, ಅವರ ಕಲಾವಧಿಯನ್ನು ಜನರಿಗೆ ತಿಳಿಯುವಂತೆ ಜಾಗೃತಿ ಮೂಡಿಸಬೇಕು ಸೂಚಿಸಿದರು. [1192, 798, 1468, 927]
frog-photo-3 [92, 1908, 395, 2122]
cmyk-k: K [1480, 149, 1489, 160]
reference-item[interactable]: https://www.drishtiias.com/daily-updates/daily-news-analysis/dancing-frogs [764, 2087, 1266, 2119]
cmyk-m2: M [1478, 2298, 1490, 2313]
cmyk-c3: C [74, 2342, 89, 2357]
story3-text-1: ರೋಣ: ಪಂಚ ಗ್ಯಾರಂಟಿ ಯೋಜನೆಯಡಿಯಲ್ಲಿ ತಾಲೂಕಿನ ಯಾವುದೇ ವ್ಯಕ್ತಿ ಯೋಜನೆಯ ಲಾಭದಿಂದ ವಂಚಿತರಾಗದಂತೆ, ಅಂತರಾನ್ನು ಗುರುತಿಸಿ ಅಂಗನವಾಡಿ ಕಾರ್ಯಕರ್ತೆಯರ ಮೂಲಕ ಸರ್ವೇ ಕೈಗೊಂಡು ಸರ್ಕಾರದಿಂದ ಅನುಷ್ಠಾನಗೊಳಿಸಿದ ಪಂಚ ಗ್ಯಾರಂಟಿ ಯೋಜನೆಗಳನ್ನು ಅರ್ಹ ಫಲಾನುಭವಿಗಳಿಗೆ ತಲುಪಿಸಬೇಕು ಎಂದು ತಾಲೂಕು ಅಧ್ಯಕ್ಷ ಮುದ್ದುಕ ಗ್ಯಾರಂಟಿ ಯೋಜನಾ ಅನುಷ್ಠಾನ ಪ್ರಾಧಿಕಾರದ ಅಧ್ಯಕ್ಷರಾದ ಮಿಥುನ ಪಾಟೀಲ ತಿಳಿಸಿದರು. ಪಟ್ಟಣದ ತಾಲೂಕ ಪಂಚಾಯತಿ ಯಲ್ಲಿ ಇರುವ ಗ್ಯಾರಂಟಿ ಕಾರ್ಯಾಲಯದಲ್ಲಿ ಜರುಗಿದ ರೋಣ ತಾಲೂಕು ಮಟ್ಟದ ಪಂಚ ಗ್ಯಾರಂಟಿ ಯೋಜನೆಗಳ ಅನುಷ್ಠಾನ ಕುರಿತು ಪ್ರಗತಿ ಪರಿಶೀಲನೆ ಸಭೆಯ ಅಧ್ಯಕ್ಷತೆ ವಹಿಸಿ ಮಾತನಾಡಿದ ಅವರು ತಾಲೂಕಿನ ಪ್ರತಿ ಗ್ರಾಮ ದಲ್ಲಿಯೂ ಕೂಡಾ ಅಂಗನವಾಡಿ ಕಾರ್ಯಕರ್ತೆಯರನ್ನು ಸರ್ವೆ ಮಾಡಲು ನೇಮಿಸಿ, ನೇಮಿಸಿದ ಅಂಗನವಾಡಿ ಕಾರ್ಯಕರ್ತೆಯರು ಪ್ರತಿ ಮನೆ ಮನೆಗೆ ತೆರಳಿ ಸರ್ವೆ ಮಾಡಿ ಸರ್ಕಾರದಿಂದ ಅನುಷ್ಠಾನಗೊಳಿಸಿದ ಪಂಚ ಗ್ಯಾರಂಟಿ ಯೋಜನೆಗಳನ್ನು ಅರ್ಹ ಫಲಾನುಭವಿಗಳಿಗೆ ತಲುಪಿಸದ ಬಗ್ಗೆ ಪರಿಶೀಲನೆ ಮಾಡಬೇಕು, ಗ್ಯಾರಂಟಿ ಯೋಜನೆಗಳು ಇನ್ನೂ ತಲುಪದಿದ್ದಲ್ಲಿ, ತಲುಪದೇ [782, 1042, 1128, 1303]
